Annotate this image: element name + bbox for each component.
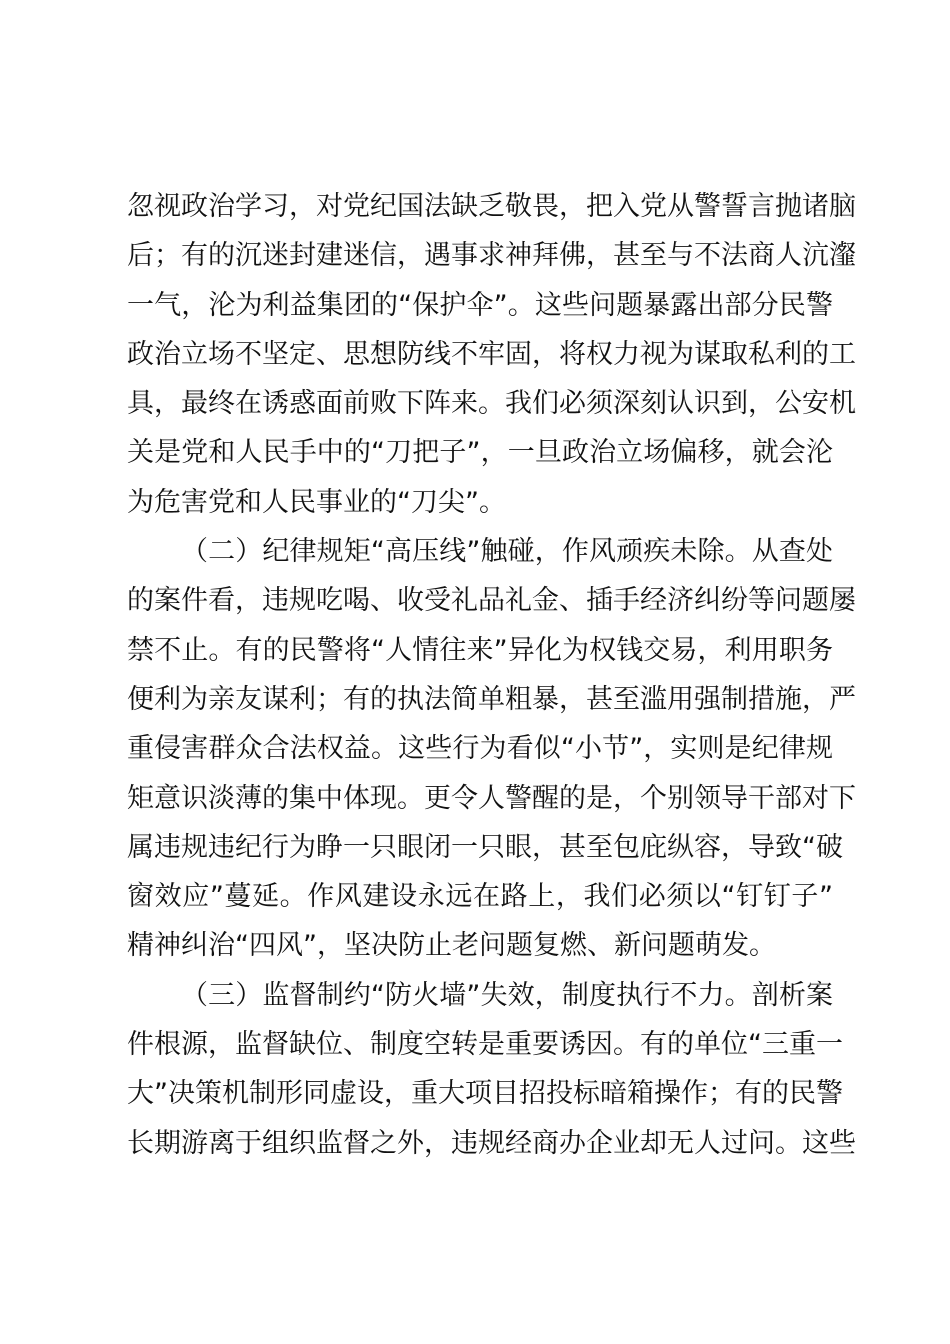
text-line: 具，最终在诱惑面前败下阵来。我们必须深刻认识到，公安机 <box>127 388 856 420</box>
text-line: 窗效应”蔓延。作风建设永远在路上，我们必须以“钉钉子” <box>127 881 833 913</box>
paragraph-3 <box>127 971 856 1168</box>
text-line: 大”决策机制形同虚设，重大项目招投标暗箱操作；有的民警 <box>127 1078 843 1110</box>
text-line: 为危害党和人民事业的“刀尖”。 <box>127 486 506 518</box>
paragraph-1-continued <box>127 182 856 527</box>
text-line: 后；有的沉迷封建迷信，遇事求神拜佛，甚至与不法商人沆瀣 <box>127 240 856 272</box>
text-line: 长期游离于组织监督之外，违规经商办企业却无人过问。这些 <box>127 1127 856 1159</box>
text-line: 件根源，监督缺位、制度空转是重要诱因。有的单位“三重一 <box>127 1029 843 1061</box>
text-line: 精神纠治“四风”，坚决防止老问题复燃、新问题萌发。 <box>127 930 776 962</box>
text-line: 关是党和人民手中的“刀把子”，一旦政治立场偏移，就会沦 <box>127 437 833 469</box>
text-line: 便利为亲友谋利；有的执法简单粗暴，甚至滥用强制措施，严 <box>127 683 856 715</box>
text-line: 属违规违纪行为睁一只眼闭一只眼，甚至包庇纵容，导致“破 <box>127 831 843 863</box>
text-line: 矩意识淡薄的集中体现。更令人警醒的是，个别领导干部对下 <box>127 782 856 814</box>
paragraph-2 <box>127 527 856 971</box>
text-line: 一气，沦为利益集团的“保护伞”。这些问题暴露出部分民警 <box>127 289 833 321</box>
text-line: 的案件看，违规吃喝、收受礼品礼金、插手经济纠纷等问题屡 <box>127 585 856 617</box>
text-line: （二）纪律规矩“高压线”触碰，作风顽疾未除。从查处 <box>181 536 833 568</box>
text-line: 重侵害群众合法权益。这些行为看似“小节”，实则是纪律规 <box>127 733 833 765</box>
text-line: 忽视政治学习，对党纪国法缺乏敬畏，把入党从警誓言抛诸脑 <box>127 191 856 222</box>
text-line: （三）监督制约“防火墙”失效，制度执行不力。剖析案 <box>181 979 833 1011</box>
document-body <box>127 182 856 1168</box>
text-line: 政治立场不坚定、思想防线不牢固，将权力视为谋取私利的工 <box>127 338 856 370</box>
text-line: 禁不止。有的民警将“人情往来”异化为权钱交易，利用职务 <box>127 634 833 666</box>
